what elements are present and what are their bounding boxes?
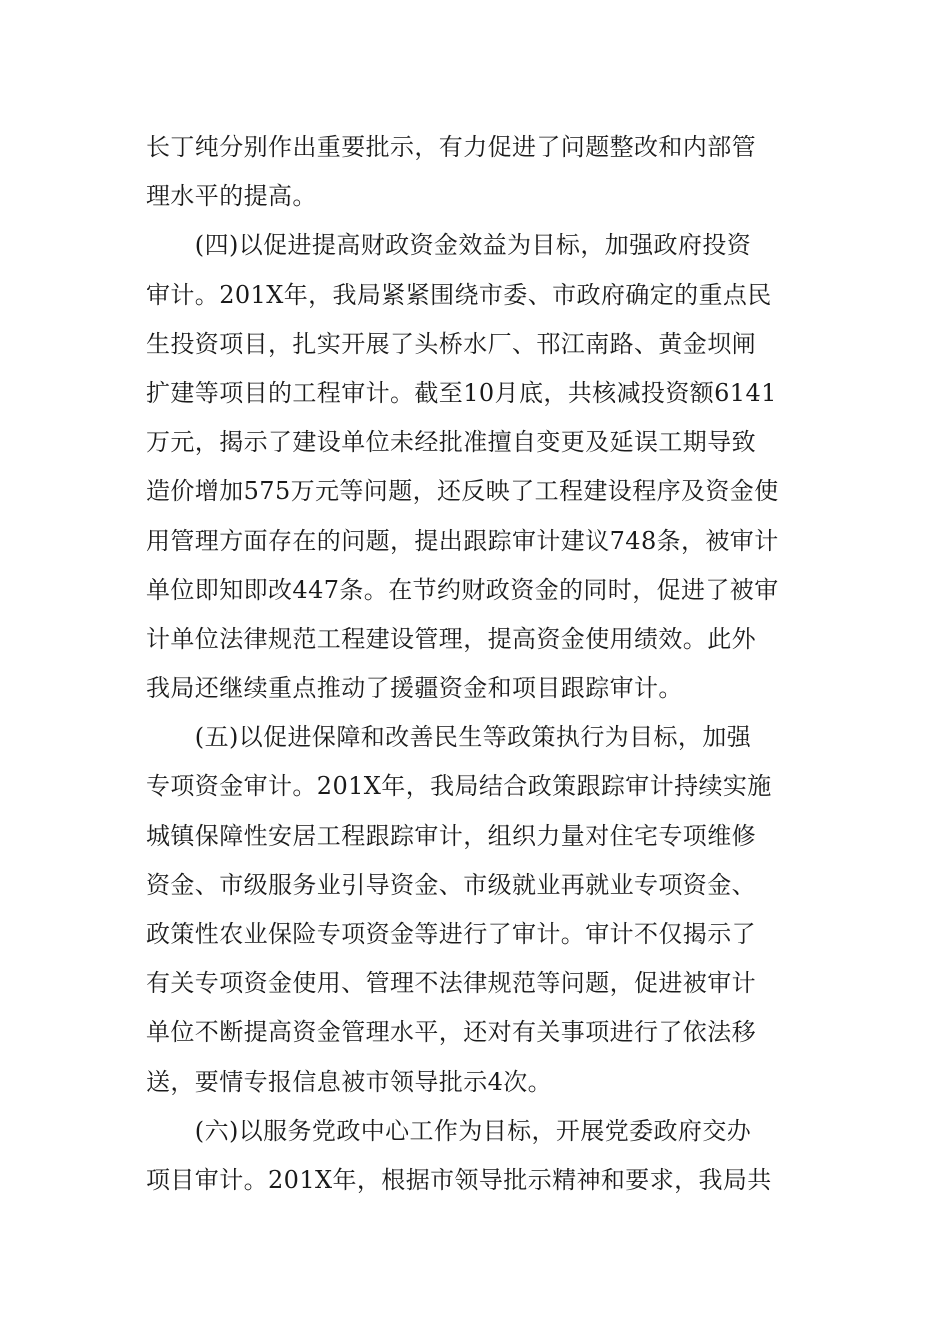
text-line: 生投资项目，扎实开展了头桥水厂、邗江南路、黄金坝闸 (146, 329, 756, 358)
text-line: 政策性农业保险专项资金等进行了审计。审计不仅揭示了 (146, 920, 756, 948)
text-line: 资金、市级服务业引导资金、市级就业再就业专项资金、 (146, 870, 756, 899)
body-text (146, 123, 826, 1205)
text-line: 理水平的提高。 (146, 182, 317, 211)
text-line: (四)以促进提高财政资金效益为目标，加强政府投资 (146, 231, 752, 260)
text-line: 万元，揭示了建设单位未经批准擅自变更及延误工期导致 (146, 428, 756, 457)
text-line: (五)以促进保障和改善民生等政策执行为目标，加强 (146, 723, 752, 752)
text-line: 我局还继续重点推动了援疆资金和项目跟踪审计。 (146, 674, 683, 703)
text-line: 专项资金审计。201X年，我局结合政策跟踪审计持续实施 (146, 772, 772, 801)
text-line: 扩建等项目的工程审计。截至10月底，共核减投资额6141 (146, 378, 777, 407)
text-line: 计单位法律规范工程建设管理，提高资金使用绩效。此外 (146, 624, 756, 653)
text-line: 审计。201X年，我局紧紧围绕市委、市政府确定的重点民 (146, 280, 772, 309)
text-line: 单位即知即改447条。在节约财政资金的同时，促进了被审 (146, 575, 779, 604)
text-line: 送，要情专报信息被市领导批示4次。 (146, 1067, 553, 1096)
text-line: 有关专项资金使用、管理不法律规范等问题，促进被审计 (146, 969, 756, 998)
text-line: 造价增加575万元等问题，还反映了工程建设程序及资金使 (146, 477, 779, 506)
text-line: (六)以服务党政中心工作为目标，开展党委政府交办 (146, 1116, 752, 1145)
text-line: 长丁纯分别作出重要批示，有力促进了问题整改和内部管 (146, 133, 756, 161)
text-line: 用管理方面存在的问题，提出跟踪审计建议748条，被审计 (146, 526, 779, 555)
text-line: 项目审计。201X年，根据市领导批示精神和要求，我局共 (146, 1165, 772, 1194)
text-line: 城镇保障性安居工程跟踪审计，组织力量对住宅专项维修 (146, 821, 756, 850)
text-line: 单位不断提高资金管理水平，还对有关事项进行了依法移 (146, 1018, 756, 1047)
